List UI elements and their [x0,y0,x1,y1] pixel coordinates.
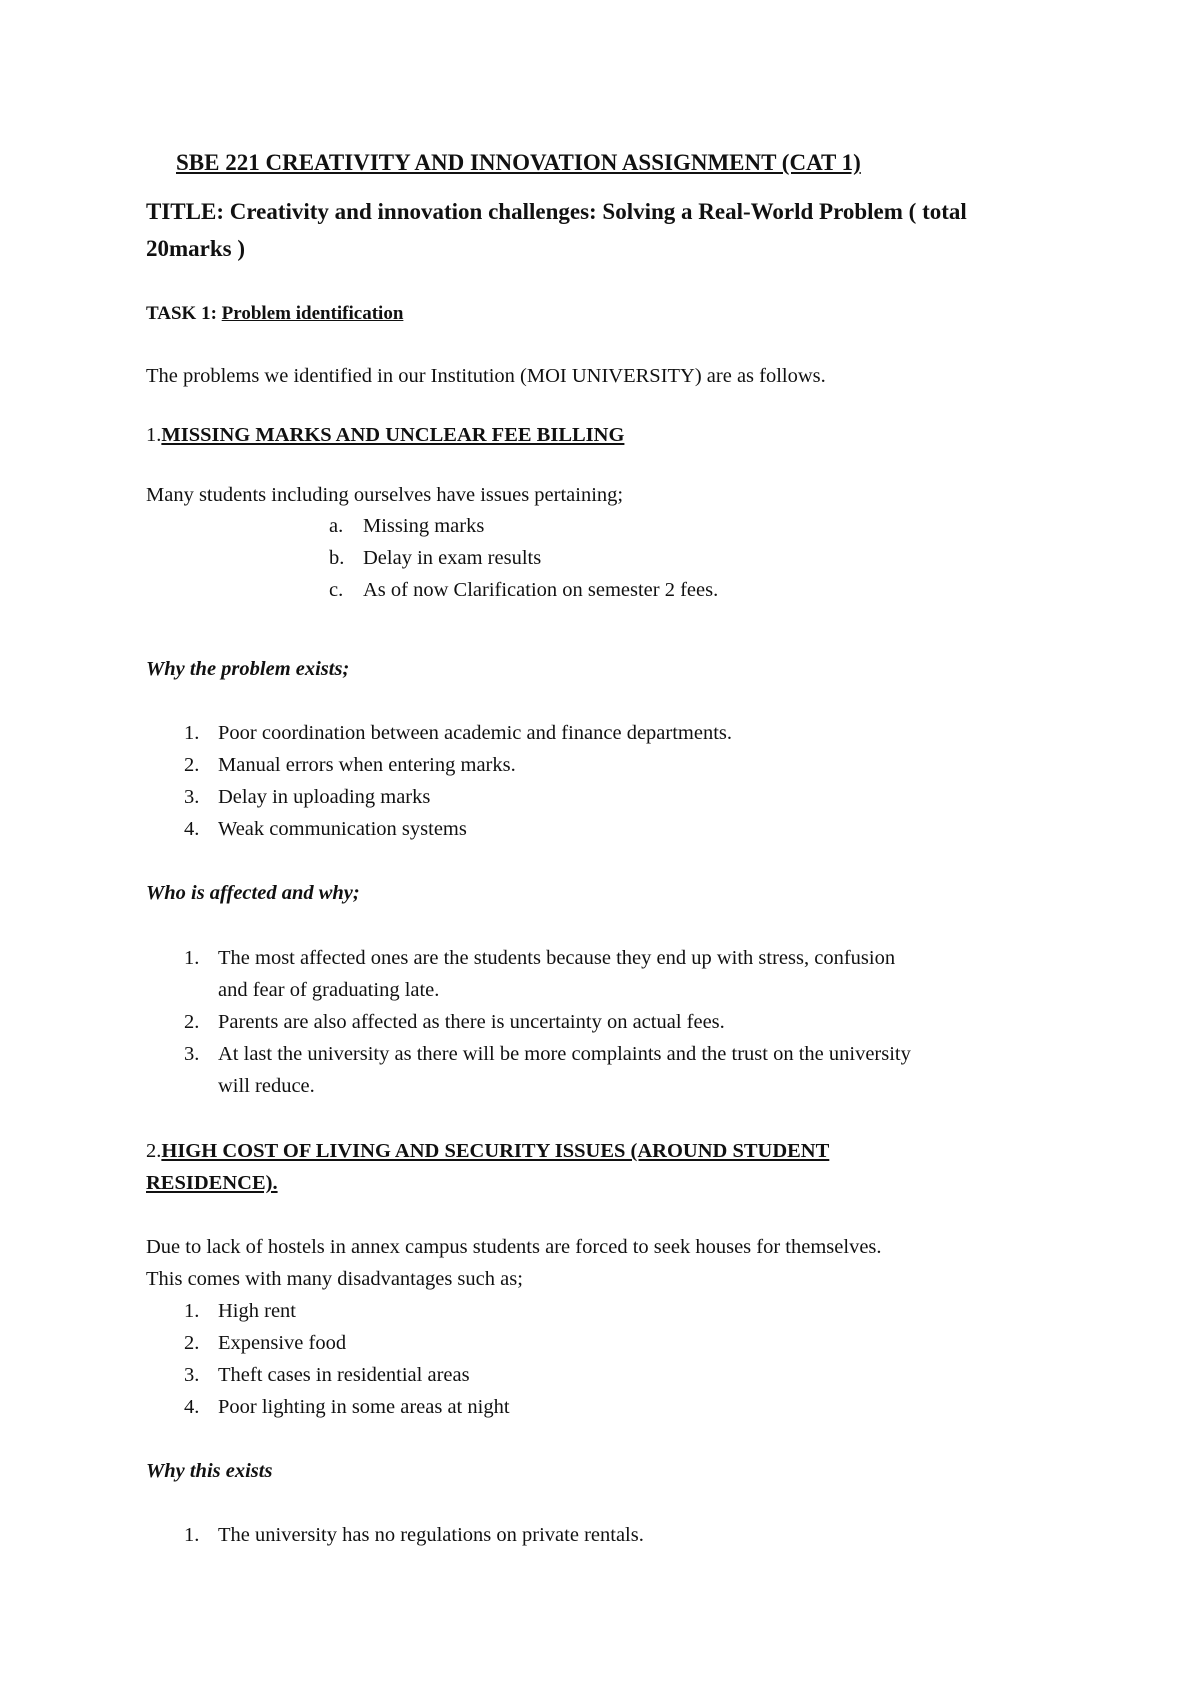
section-2-lead: Due to lack of hostels in annex campus students are forced to seek houses for themselves. [146,1236,882,1258]
document-title: TITLE: Creativity and innovation challenges: Solving a Real-World Problem ( total 20marks ) [146,199,967,261]
list-marker: 3. [184,786,200,808]
list-text: Poor coordination between academic and finance departments. [218,722,733,744]
section-1-lead: Many students including ourselves have issues pertaining; [146,484,624,506]
list-text: High rent [218,1300,296,1322]
intro-paragraph: The problems we identified in our Institution (MOI UNIVERSITY) are as follows. [146,365,826,387]
list-marker: 1. [184,1524,200,1546]
list-text: At last the university as there will be more complaints and the trust on the university [218,1043,911,1065]
list-text: Weak communication systems [218,818,467,840]
section-2-lead-continued: This comes with many disadvantages such as; [146,1268,523,1290]
list-marker: 3. [184,1364,200,1386]
assignment-title: SBE 221 CREATIVITY AND INNOVATION ASSIGNMENT (CAT 1) [176,150,861,175]
why-problem-heading: Why the problem exists; [146,658,350,680]
list-marker: c. [329,579,344,601]
list-text-continued: and fear of graduating late. [218,979,440,1001]
list-text: The most affected ones are the students because they end up with stress, confusion [218,947,896,969]
list-marker: b. [329,547,345,569]
list-marker: 2. [184,754,200,776]
list-marker: 4. [184,1396,200,1418]
section-2-heading-continued [146,1172,278,1195]
task-title: Problem identification [221,303,404,324]
section-1-number: 1. [146,424,162,446]
list-text: Poor lighting in some areas at night [218,1396,510,1418]
task-prefix: TASK 1: [146,303,222,324]
section-1-heading [146,424,624,447]
section-2-number: 2. [146,1140,162,1162]
list-marker: 3. [184,1043,200,1065]
list-text: Parents are also affected as there is uncertainty on actual fees. [218,1011,725,1033]
who-affected-heading: Who is affected and why; [146,882,360,904]
list-text: Delay in uploading marks [218,786,431,808]
list-marker: 2. [184,1332,200,1354]
list-text: Delay in exam results [363,547,542,569]
list-text: The university has no regulations on private rentals. [218,1524,644,1546]
list-marker: 1. [184,722,200,744]
list-marker: 2. [184,1011,200,1033]
task-heading [146,303,403,325]
list-text-continued: will reduce. [218,1075,315,1097]
section-1-title: MISSING MARKS AND UNCLEAR FEE BILLING [161,424,625,446]
section-2-title-line2: RESIDENCE). [146,1172,278,1194]
list-text: Missing marks [363,515,485,537]
list-marker: a. [329,515,344,537]
list-text: Theft cases in residential areas [218,1364,470,1386]
section-2-title: HIGH COST OF LIVING AND SECURITY ISSUES (AROUND STUDENT [161,1140,830,1162]
why-exists-heading: Why this exists [146,1460,273,1482]
list-text: As of now Clarification on semester 2 fees. [363,579,719,601]
list-marker: 1. [184,1300,200,1322]
list-text: Expensive food [218,1332,347,1354]
list-marker: 4. [184,818,200,840]
list-text: Manual errors when entering marks. [218,754,516,776]
list-marker: 1. [184,947,200,969]
section-2-heading [146,1140,829,1163]
